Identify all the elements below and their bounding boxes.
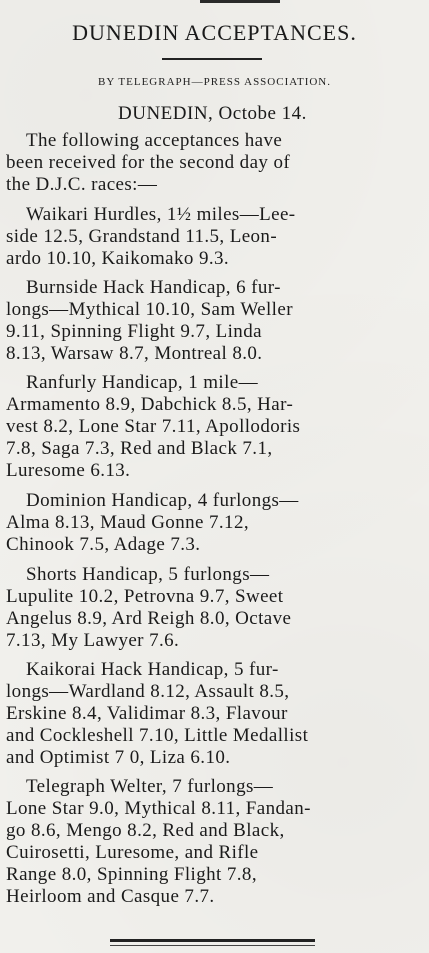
text-line: Waikari Hurdles, 1½ miles—Lee- (26, 204, 296, 225)
text-line: and Optimist 7 0, Liza 6.10. (6, 747, 231, 768)
race-entry-telegraph-welter (6, 776, 386, 908)
text-line: Heirloom and Casque 7.7. (6, 886, 215, 907)
race-entry-shorts-handicap (6, 564, 386, 652)
text-line: Dominion Handicap, 4 furlongs— (26, 490, 299, 511)
text-line: Chinook 7.5, Adage 7.3. (6, 534, 201, 555)
race-entry-ranfurly-handicap (6, 372, 386, 482)
text-line: The following acceptances have (26, 130, 283, 151)
text-line: longs—Wardland 8.12, Assault 8.5, (6, 681, 290, 702)
text-line: and Cockleshell 7.10, Little Medallist (6, 725, 309, 746)
article-paragraph-intro (6, 130, 386, 196)
race-entry-burnside-hack-handicap (6, 277, 386, 365)
text-line: 7.13, My Lawyer 7.6. (6, 630, 180, 651)
text-line: Cuirosetti, Luresome, and Rifle (6, 842, 259, 863)
byline: BY TELEGRAPH—PRESS ASSOCIATION. (97, 76, 331, 88)
race-entry-dominion-handicap (6, 490, 386, 556)
text-line: 9.11, Spinning Flight 9.7, Linda (6, 321, 262, 342)
text-line: Range 8.0, Spinning Flight 7.8, (6, 864, 257, 885)
text-line: Telegraph Welter, 7 furlongs— (26, 776, 274, 797)
text-line: Erskine 8.4, Validimar 8.3, Flavour (6, 703, 288, 724)
text-line: ardo 10.10, Kaikomako 9.3. (6, 248, 230, 269)
text-line: side 12.5, Grandstand 11.5, Leon- (6, 226, 278, 247)
dateline: DUNEDIN, Octobe 14. (118, 103, 307, 124)
text-line: Luresome 6.13. (6, 460, 131, 481)
text-line: 7.8, Saga 7.3, Red and Black 7.1, (6, 438, 273, 459)
text-line: Kaikorai Hack Handicap, 5 fur- (26, 659, 279, 680)
text-line: vest 8.2, Lone Star 7.11, Apollodoris (6, 416, 301, 437)
text-line: Ranfurly Handicap, 1 mile— (26, 372, 259, 393)
headline: DUNEDIN ACCEPTANCES. (72, 20, 357, 45)
text-line: 8.13, Warsaw 8.7, Montreal 8.0. (6, 343, 263, 364)
headline-rule (162, 58, 262, 60)
text-line: go 8.6, Mengo 8.2, Red and Black, (6, 820, 285, 841)
text-line: Angelus 8.9, Ard Reigh 8.0, Octave (6, 608, 292, 629)
text-line: the D.J.C. races:— (6, 174, 158, 195)
race-entry-waikari-hurdles (6, 204, 386, 270)
top-rule (200, 0, 280, 3)
text-line: Alma 8.13, Maud Gonne 7.12, (6, 512, 249, 533)
text-line: longs—Mythical 10.10, Sam Weller (6, 299, 293, 320)
text-line: Lone Star 9.0, Mythical 8.11, Fandan- (6, 798, 311, 819)
bottom-rule (110, 939, 315, 942)
text-line: Lupulite 10.2, Petrovna 9.7, Sweet (6, 586, 284, 607)
text-line: Armamento 8.9, Dabchick 8.5, Har- (6, 394, 294, 415)
text-line: Shorts Handicap, 5 furlongs— (26, 564, 270, 585)
text-line: Burnside Hack Handicap, 6 fur- (26, 277, 281, 298)
text-line: been received for the second day of (6, 152, 291, 173)
bottom-rule-thin (110, 945, 315, 946)
race-entry-kaikorai-hack-handicap (6, 659, 386, 769)
